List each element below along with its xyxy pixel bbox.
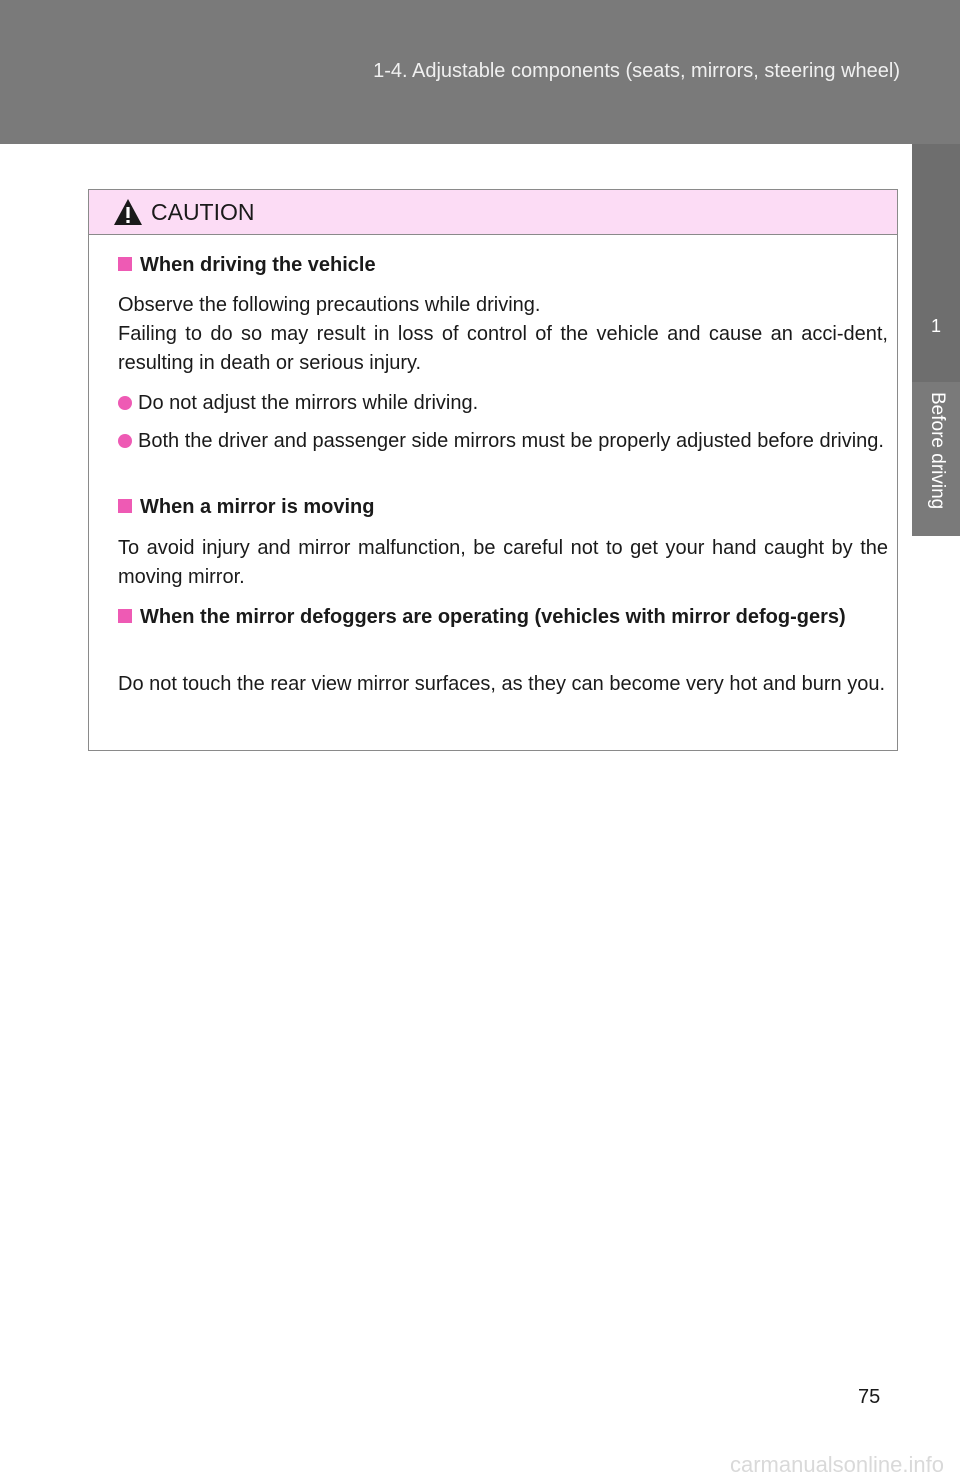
caution-title: CAUTION [151,199,255,225]
caution-box [88,189,898,751]
section-heading-moving [118,496,374,519]
chapter-label: Before driving [927,392,948,510]
page-header [0,0,960,144]
square-bullet-icon [118,499,132,513]
circle-bullet-icon [118,434,132,448]
page-number: 75 [858,1386,881,1408]
paragraph: To avoid injury and mirror malfunction, be careful not to get your hand caught by the moving mirror. [118,537,888,588]
bullet-text: Do not adjust the mirrors while driving. [138,392,479,414]
square-bullet-icon [118,257,132,271]
chapter-tab-top [912,144,960,382]
bullet-text: Both the driver and passenger side mirrors must be properly adjusted before driving. [138,430,884,452]
caution-header [89,190,897,235]
watermark: carmanualsonline.info [729,1452,944,1477]
section-title: 1-4. Adjustable components (seats, mirrors, steering wheel) [373,60,900,82]
section-heading-driving [118,254,376,277]
chapter-label-wrap [912,382,960,536]
square-bullet-icon [118,609,132,623]
paragraph: Failing to do so may result in loss of control of the vehicle and cause an acci-dent, resulting in death or serious injury. [118,323,888,374]
bullet-item [138,427,888,456]
section-heading-text: When a mirror is moving [140,496,375,518]
paragraph: Do not touch the rear view mirror surfaces, as they can become very hot and burn you. [118,673,886,695]
circle-bullet-icon [118,396,132,410]
warning-icon [113,198,143,226]
section-heading-text: When driving the vehicle [140,254,376,276]
chapter-number: 1 [930,316,941,336]
section-heading-text: When the mirror defoggers are operating (vehicles with mirror defog-gers) [140,606,846,628]
bullet-item [138,389,888,418]
section-heading-defoggers [118,603,888,632]
paragraph: Observe the following precautions while driving. [118,294,541,316]
